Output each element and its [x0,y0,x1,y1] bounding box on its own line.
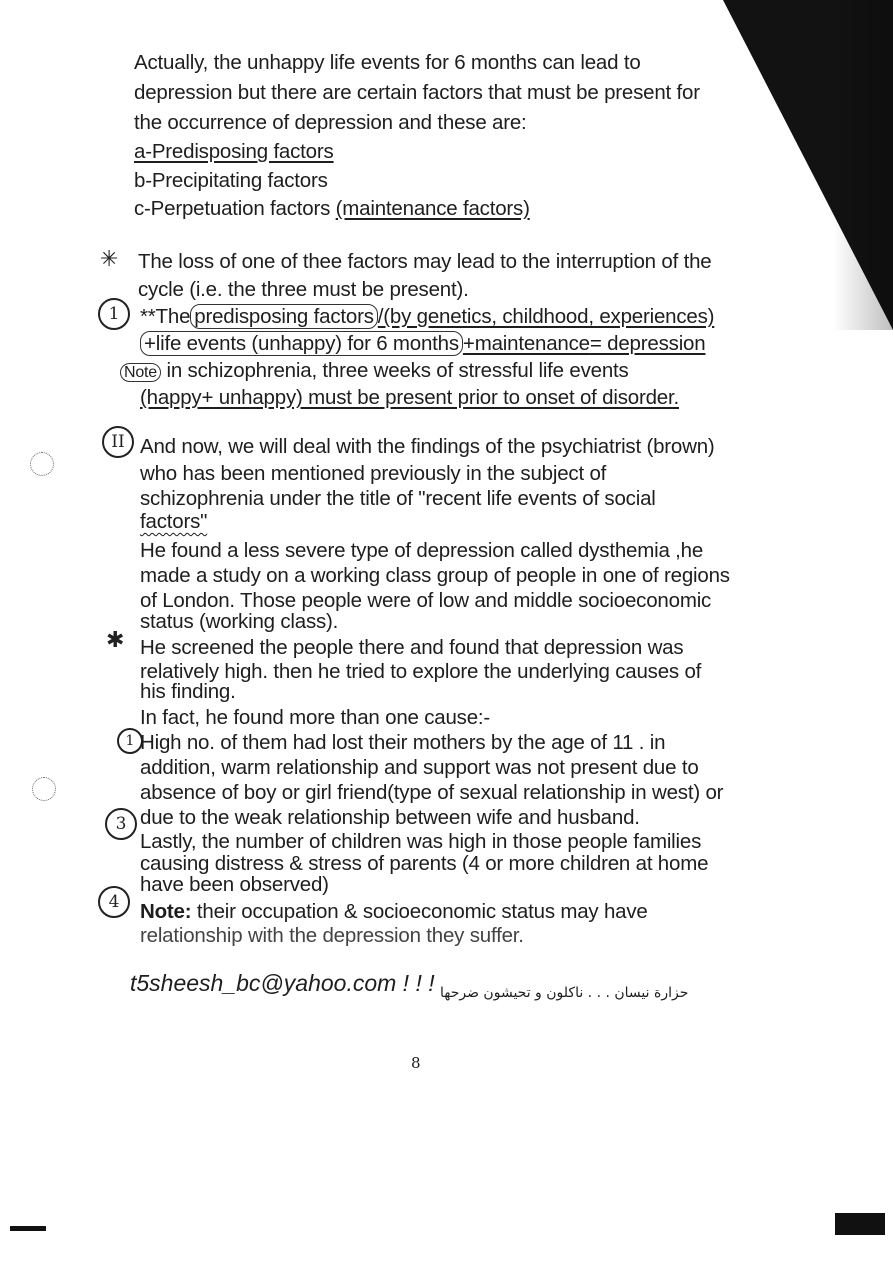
text-line: due to the weak relationship between wife and husband. [140,806,640,829]
text-line: causing distress & stress of parents (4 or more children at home [140,852,709,875]
text-line [120,358,629,386]
text-line: He found a less severe type of depression called dysthemia ,he [140,539,704,562]
binder-hole-icon [30,452,54,476]
list-item [134,196,530,222]
circled-number-icon: 1 [117,728,143,754]
boxed-text: +life events (unhappy) for 6 months [140,331,463,356]
text-span: in schizophrenia, three weeks of stressful life events [161,359,629,382]
text-line: Actually, the unhappy life events for 6 months can lead to [134,51,641,74]
text-line: status (working class). [140,610,339,633]
asterisk-mark-icon: ✳ [100,247,119,272]
text-line [140,331,705,357]
text-line: his finding. [140,680,236,703]
text-line: addition, warm relationship and support was not present due to [140,756,699,779]
text-line: (happy+ unhappy) must be present prior to onset of disorder. [140,386,679,409]
binder-hole-icon [32,777,56,801]
text-span: /(by genetics, childhood, experiences) [377,305,715,328]
footer-arabic-text: حزارة نيسان . . . ناكلون و تحيشون ضرحها [440,985,689,1001]
list-item: a-Predisposing factors [134,140,334,163]
text-line: of London. Those people were of low and middle socioeconomic [140,589,712,612]
circled-number-icon: 1 [98,298,130,330]
text-line: factors" [140,510,208,533]
text-line: have been observed) [140,873,329,896]
text-line [140,304,714,330]
text-span: their occupation & socioeconomic status may have [191,900,648,923]
text-line: absence of boy or girl friend(type of sexual relationship in west) or [140,781,724,804]
text-line: High no. of them had lost their mothers by the age of 11 . in [140,731,666,754]
text-line: cycle (i.e. the three must be present). [138,278,469,301]
scan-mark-bottom-right [835,1213,885,1235]
text-line: The loss of one of thee factors may lead to the interruption of the [138,250,712,273]
text-span: **The [140,305,191,328]
text-span: = depression [589,332,706,355]
text-line: And now, we will deal with the findings of the psychiatrist (brown) [140,435,715,458]
circled-number-icon: 4 [98,886,130,918]
note-label: Note: [140,900,192,923]
page-number: 8 [411,1054,421,1072]
text-line: relatively high. then he tried to explore the underlying causes of [140,660,702,683]
list-item: b-Precipitating factors [134,169,328,192]
text-line: the occurrence of depression and these are: [134,111,527,134]
boxed-text: predisposing factors [190,304,377,329]
scan-edge-shadow [833,0,893,330]
text-span: +maintenance [462,332,590,355]
text-line: In fact, he found more than one cause:- [140,706,491,729]
text-line: who has been mentioned previously in the subject of [140,462,607,485]
list-item-detail: (maintenance factors) [335,197,530,220]
text-line: depression but there are certain factors that must be present for [134,81,700,104]
footer-email: t5sheesh_bc@yahoo.com ! ! ! [130,970,435,996]
text-line: relationship with the depression they suffer. [140,924,524,947]
asterisk-mark-icon: ✱ [106,628,125,653]
text-line: made a study on a working class group of people in one of regions [140,564,730,587]
text-line: He screened the people there and found that depression was [140,636,684,659]
scan-mark-bottom-left [10,1226,46,1231]
note-label: Note [120,363,161,382]
text-line: Lastly, the number of children was high in those people families [140,830,702,853]
text-line: schizophrenia under the title of "recent life events of social [140,487,656,510]
text-line [140,899,648,925]
list-item-label: c-Perpetuation factors [134,197,336,220]
circled-number-icon: 3 [105,808,137,840]
circled-number-icon: II [102,426,134,458]
